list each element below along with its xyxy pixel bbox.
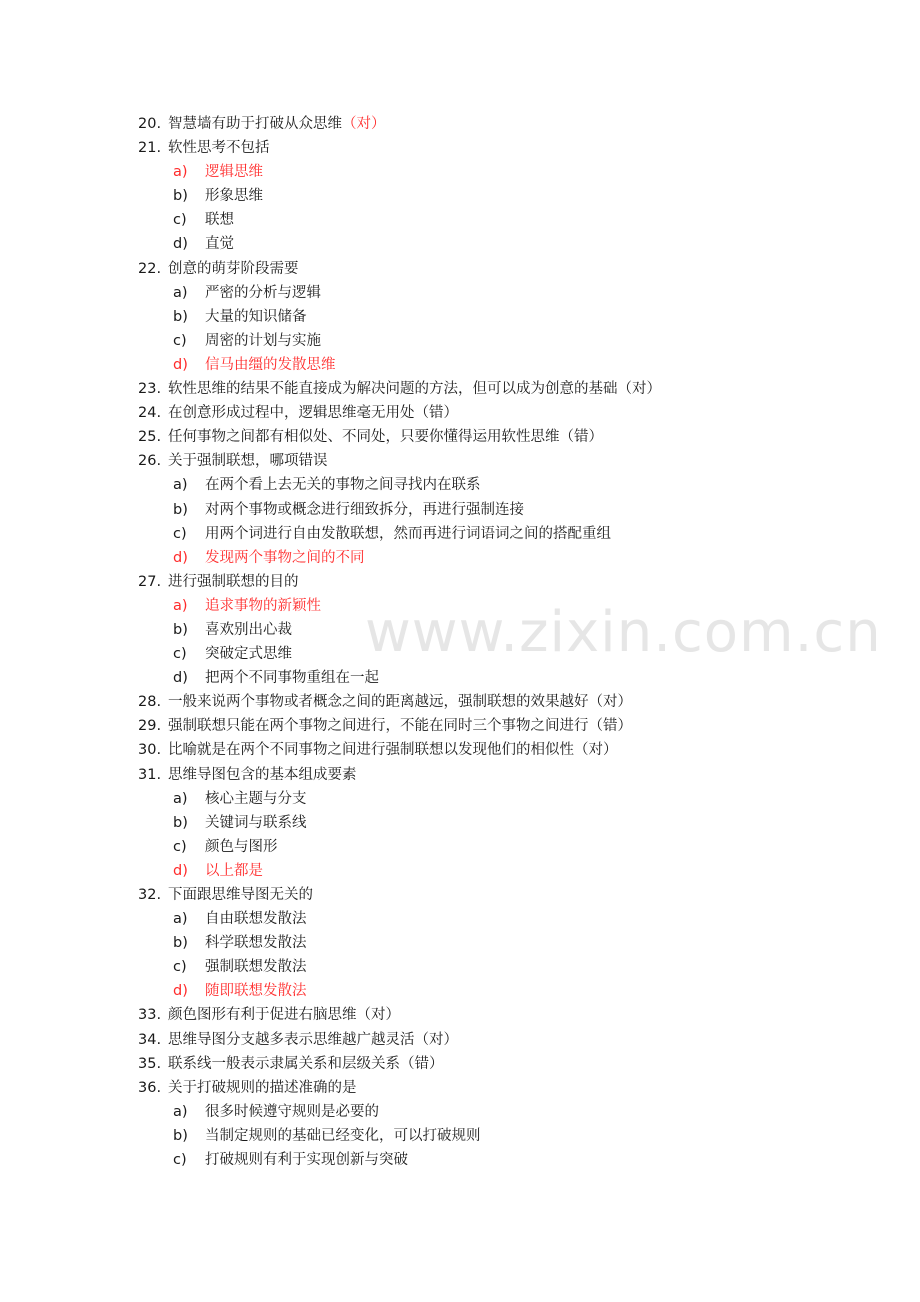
option-letter: a) [173, 790, 188, 807]
option-line [0, 353, 920, 377]
option-text: 形象思维 [205, 188, 263, 205]
option-line [0, 618, 920, 642]
answer-mark: （对） [356, 1007, 400, 1024]
option-letter: a) [173, 164, 188, 181]
question-line [0, 1052, 920, 1076]
question-body: 思维导图分支越多表示思维越广越灵活 [168, 1031, 415, 1048]
option-line [0, 787, 920, 811]
option-text: 以上都是 [205, 862, 263, 879]
option-letter: b) [173, 935, 188, 952]
option-text: 把两个不同事物重组在一起 [205, 670, 379, 687]
watermark: www.zixin.com.cn [365, 600, 882, 665]
question-line [0, 570, 920, 594]
question-number: 21. [138, 140, 162, 157]
question-text [168, 714, 632, 738]
question-line [0, 425, 920, 449]
option-line [0, 955, 920, 979]
question-text [168, 883, 313, 907]
question-line [0, 257, 920, 281]
option-line [0, 931, 920, 955]
option-letter: c) [173, 959, 187, 976]
option-text: 打破规则有利于实现创新与突破 [205, 1152, 408, 1169]
option-line [0, 232, 920, 256]
answer-mark: （错） [400, 1055, 444, 1072]
option-letter: b) [173, 308, 188, 325]
question-text [168, 1052, 444, 1076]
question-line [0, 112, 920, 136]
question-number: 23. [138, 381, 162, 398]
question-number: 35. [138, 1055, 162, 1072]
option-text: 信马由缰的发散思维 [205, 356, 336, 373]
option-line [0, 281, 920, 305]
option-letter: d) [173, 862, 188, 879]
answer-mark: （对） [574, 742, 618, 759]
option-letter: d) [173, 236, 188, 253]
option-letter: b) [173, 1127, 188, 1144]
option-letter: d) [173, 670, 188, 687]
question-text [168, 377, 661, 401]
option-line [0, 1124, 920, 1148]
question-body: 创意的萌芽阶段需要 [168, 260, 299, 277]
option-letter: a) [173, 477, 188, 494]
question-body: 智慧墙有助于打破从众思维 [168, 116, 342, 132]
option-line [0, 1148, 920, 1172]
answer-mark: （错） [414, 405, 458, 422]
option-letter: d) [173, 983, 188, 1000]
question-body: 联系线一般表示隶属关系和层级关系 [168, 1055, 400, 1072]
option-line [0, 546, 920, 570]
option-line [0, 473, 920, 497]
answer-mark: （错） [588, 718, 632, 735]
option-line [0, 907, 920, 931]
question-number: 27. [138, 573, 162, 590]
question-text [168, 401, 458, 425]
option-letter: c) [173, 838, 187, 855]
question-text [168, 257, 299, 281]
option-letter: d) [173, 356, 188, 373]
question-number: 33. [138, 1007, 162, 1024]
question-body: 思维导图包含的基本组成要素 [168, 766, 357, 783]
question-body: 进行强制联想的目的 [168, 573, 299, 590]
question-line [0, 690, 920, 714]
option-letter: d) [173, 549, 188, 566]
option-text: 发现两个事物之间的不同 [205, 549, 365, 566]
question-number: 22. [138, 260, 162, 277]
question-line [0, 1028, 920, 1052]
option-text: 周密的计划与实施 [205, 332, 321, 349]
question-text [168, 136, 270, 160]
question-text [168, 690, 632, 714]
question-number: 31. [138, 766, 162, 783]
document-body [0, 112, 920, 1172]
option-letter: b) [173, 501, 188, 518]
option-text: 喜欢别出心裁 [205, 621, 292, 638]
option-line [0, 979, 920, 1003]
option-line [0, 305, 920, 329]
option-line [0, 1100, 920, 1124]
question-number: 20. [138, 116, 162, 132]
question-body: 在创意形成过程中，逻辑思维毫无用处 [168, 405, 415, 422]
answer-mark: （对） [414, 1031, 458, 1048]
option-text: 强制联想发散法 [205, 959, 307, 976]
option-line [0, 208, 920, 232]
option-letter: c) [173, 332, 187, 349]
option-line [0, 811, 920, 835]
option-letter: a) [173, 284, 188, 301]
option-text: 在两个看上去无关的事物之间寻找内在联系 [205, 477, 481, 494]
option-letter: c) [173, 646, 187, 663]
option-text: 大量的知识储备 [205, 308, 307, 325]
question-number: 34. [138, 1031, 162, 1048]
option-line [0, 835, 920, 859]
answer-mark: （对） [588, 694, 632, 711]
option-letter: b) [173, 814, 188, 831]
option-letter: a) [173, 911, 188, 928]
question-text [168, 738, 618, 762]
question-line [0, 377, 920, 401]
question-text [168, 1076, 357, 1100]
question-line [0, 738, 920, 762]
question-text [168, 449, 328, 473]
option-letter: c) [173, 212, 187, 229]
question-body: 关于强制联想，哪项错误 [168, 453, 328, 470]
question-text [168, 1003, 400, 1027]
question-body: 比喻就是在两个不同事物之间进行强制联想以发现他们的相似性 [168, 742, 574, 759]
question-text [168, 425, 603, 449]
option-line [0, 666, 920, 690]
option-text: 用两个词进行自由发散联想，然而再进行词语词之间的搭配重组 [205, 525, 611, 542]
question-line [0, 449, 920, 473]
option-text: 随即联想发散法 [205, 983, 307, 1000]
question-text [168, 112, 386, 136]
option-line [0, 642, 920, 666]
question-text [168, 1028, 458, 1052]
question-body: 下面跟思维导图无关的 [168, 887, 313, 903]
question-line [0, 763, 920, 787]
option-text: 很多时候遵守规则是必要的 [205, 1103, 379, 1120]
answer-mark: （对） [342, 116, 386, 132]
question-number: 32. [138, 887, 162, 903]
option-letter: b) [173, 188, 188, 205]
option-letter: c) [173, 1152, 187, 1169]
question-body: 软性思考不包括 [168, 140, 270, 157]
question-number: 28. [138, 694, 162, 711]
option-line [0, 498, 920, 522]
option-line [0, 160, 920, 184]
option-text: 严密的分析与逻辑 [205, 284, 321, 301]
question-line [0, 883, 920, 907]
option-line [0, 594, 920, 618]
question-text [168, 570, 299, 594]
question-body: 强制联想只能在两个事物之间进行，不能在同时三个事物之间进行 [168, 718, 589, 735]
option-text: 对两个事物或概念进行细致拆分，再进行强制连接 [205, 501, 524, 518]
option-text: 颜色与图形 [205, 838, 278, 855]
option-letter: a) [173, 597, 188, 614]
question-text [168, 763, 357, 787]
option-text: 当制定规则的基础已经变化，可以打破规则 [205, 1127, 481, 1144]
question-line [0, 714, 920, 738]
question-number: 29. [138, 718, 162, 735]
option-text: 联想 [205, 212, 234, 229]
option-text: 自由联想发散法 [205, 911, 307, 928]
option-letter: a) [173, 1103, 188, 1120]
question-line [0, 401, 920, 425]
question-number: 25. [138, 429, 162, 446]
question-number: 26. [138, 453, 162, 470]
question-line [0, 1003, 920, 1027]
answer-mark: （错） [559, 429, 603, 446]
question-line [0, 136, 920, 160]
option-letter: c) [173, 525, 187, 542]
option-text: 追求事物的新颖性 [205, 597, 321, 614]
answer-mark: （对） [617, 381, 661, 398]
question-body: 任何事物之间都有相似处、不同处，只要你懂得运用软性思维 [168, 429, 560, 446]
option-text: 逻辑思维 [205, 164, 263, 181]
question-body: 关于打破规则的描述准确的是 [168, 1079, 357, 1096]
option-text: 核心主题与分支 [205, 790, 307, 807]
option-line [0, 859, 920, 883]
option-line [0, 329, 920, 353]
question-body: 颜色图形有利于促进右脑思维 [168, 1007, 357, 1024]
option-text: 直觉 [205, 236, 234, 253]
question-body: 一般来说两个事物或者概念之间的距离越远，强制联想的效果越好 [168, 694, 589, 711]
option-text: 突破定式思维 [205, 646, 292, 663]
option-letter: b) [173, 621, 188, 638]
question-number: 30. [138, 742, 162, 759]
option-text: 科学联想发散法 [205, 935, 307, 952]
question-line [0, 1076, 920, 1100]
option-line [0, 522, 920, 546]
option-line [0, 184, 920, 208]
question-body: 软性思维的结果不能直接成为解决问题的方法，但可以成为创意的基础 [168, 381, 618, 398]
question-number: 36. [138, 1079, 162, 1096]
question-number: 24. [138, 405, 162, 422]
option-text: 关键词与联系线 [205, 814, 307, 831]
